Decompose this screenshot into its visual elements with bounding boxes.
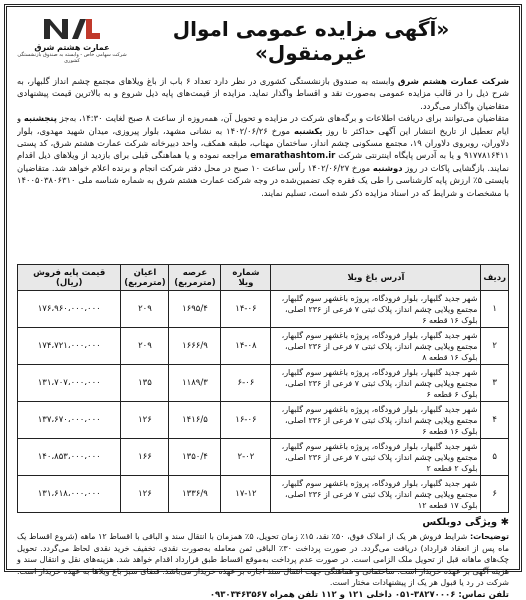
col-price: قیمت پایه فروش (ریال) [18, 265, 121, 291]
intro-paragraph-2a: متقاضیان می‌توانند برای دریافت اطلاعات و برگه‌های شرکت در مزایده و تحویل آن، همه‌روزه از ساعت ۸ صبح لغایت ۱۴:۳۰، به‌جز [56, 113, 509, 124]
row-number: ۱ [481, 291, 509, 328]
table-row [18, 439, 509, 476]
advertisement-page [4, 4, 522, 600]
intro-company-name: شرکت عمارت هشتم شرق [397, 76, 509, 86]
company-logo [17, 13, 127, 71]
land-area: ۱۶۶۶/۹ [169, 328, 221, 365]
row-number: ۴ [481, 402, 509, 439]
villa-number: ۶-۰۶ [221, 365, 271, 402]
page-title: «آگهی مزایده عمومی اموال غیرمنقول» [172, 17, 450, 65]
villa-address: شهر جدید گلبهار، بلوار فرودگاه، پروژه باغشهر سوم گلبهار، مجتمع ویلایی چشم انداز، پلاک ثبتی ۷ فرعی از ۲۳۶ اصلی، بلوک ۲ قطعه ۲ [271, 439, 481, 476]
notes [17, 531, 509, 589]
building-area: ۱۲۶ [121, 402, 169, 439]
notes-text: شرایط فروش هر یک از املاک فوق، ۵۰٪ نقد، ۱۵٪ زمان تحویل، ۵٪ همزمان با انتقال سند و الباقی با اقساط ۱۲ ماهه (شروع اقساط یک ماه پس از انعقاد قرارداد) دریافت می‌گردد. در صورت پرداخت ۳۰٪ الباقی ثمن معامله به‌صورت نقدی، تخفیف خرید نقدی لحاظ می‌گردد. تحویل چک‌های ماهانه قبل از تحویل ملک الزامی است. در صورت عدم پرداخت به‌موقع اقساط طبق قرارداد اقدام خواهد شد. هزینه‌های نقل و انتقال سند و هزینه آگهی بر عهده خریدار است. ساختمانی و هماهنگی جهت انتقال سند اجاره بر عهده خریدار می‌باشد. فضای سبز باغ ویلاها به عهده خریدار است. شرکت در رد یا قبول هر یک از پیشنهادات مختار است. [17, 532, 509, 588]
intro-text [17, 75, 509, 262]
company-subtitle: شرکت سهامی خاص - وابسته به صندوق بازنشستگی کشوری [17, 52, 127, 64]
base-price: ۱۳۱،۶۱۸،۰۰۰،۰۰۰ [18, 476, 121, 513]
villa-number: ۱۴-۰۸ [221, 328, 271, 365]
intro-day-1: پنجشنبه [23, 113, 57, 124]
villa-number: ۱۴-۰۶ [221, 291, 271, 328]
building-area: ۱۲۶ [121, 476, 169, 513]
villa-address: شهر جدید گلبهار، بلوار فرودگاه، پروژه باغشهر سوم گلبهار، مجتمع ویلایی چشم انداز، پلاک ثبتی ۷ فرعی از ۲۳۶ اصلی، بلوک ۶ قطعه ۶ [271, 365, 481, 402]
intro-paragraph-2e: مورخ ۱۴۰۲/۰۶/۲۷ رأس ساعت ۱۰ صبح در محل دفتر شرکت انجام و برنده اعلام خواهد شد. متقاضیان بایستی ۵٪ ارزش پایه کارشناسی را طی یک فقره چک تضمین‌شده در وجه شرکت عمارت هشتم شرق به شماره شناسه ملی ۱۴۰۰۵۰۳۸۰۶۳۱۰ با مشخصات و شرایط که در اسناد مزایده ذکر شده است، تسلیم نمایند. [17, 162, 509, 198]
villa-number: ۲-۰۲ [221, 439, 271, 476]
logo-mark-icon [40, 13, 104, 43]
land-area: ۱۶۹۵/۴ [169, 291, 221, 328]
row-number: ۶ [481, 476, 509, 513]
intro-paragraph-2c: مورخ ۱۴۰۲/۰۶/۲۶ به نشانی مشهد، بلوار پیروزی، میدان شهید مهدوی، بلوار دلاوران، روبروی دلاوران ۱۹، مجتمع مسکونی چشم انداز، ساختمان مهتاب، طبقه همکف، واحد دبیرخانه شرکت عمارت هشتم شرق، کد پستی ۹۱۷۷۸۱۶۴۱۱ و یا به آدرس پایگاه اینترنتی شرکت [17, 125, 509, 161]
villa-number: ۱۶-۰۶ [221, 402, 271, 439]
land-area: ۱۳۵۰/۴ [169, 439, 221, 476]
company-name: عمارت هشتم شرق [34, 43, 110, 52]
website-link[interactable]: emarathashtom.ir [250, 150, 336, 161]
col-address: آدرس باغ ویلا [271, 265, 481, 291]
col-row: ردیف [481, 265, 509, 291]
building-area: ۱۶۶ [121, 439, 169, 476]
villa-address: شهر جدید گلبهار، بلوار فرودگاه، پروژه باغشهر سوم گلبهار، مجتمع ویلایی چشم انداز، پلاک ثبتی ۷ فرعی از ۲۳۶ اصلی، بلوک ۱۶ قطعه ۸ [271, 328, 481, 365]
row-number: ۳ [481, 365, 509, 402]
col-villa-no: شماره ویلا [221, 265, 271, 291]
villa-address: شهر جدید گلبهار، بلوار فرودگاه، پروژه باغشهر سوم گلبهار، مجتمع ویلایی چشم انداز، پلاک ثبتی ۷ فرعی از ۲۳۶ اصلی، بلوک ۱۷ قطعه ۱۲ [271, 476, 481, 513]
contact-info: تلفن تماس: ۳۸۲۷۰۰۰۶-۰۵۱ داخلی ۱۲۱ و ۱۱۲ تلفن همراه ۰۹۳۰۳۴۶۳۵۶۷ [209, 589, 509, 600]
land-area: ۱۴۱۶/۵ [169, 402, 221, 439]
building-area: ۱۳۵ [121, 365, 169, 402]
villas-table [17, 264, 509, 513]
table-row [18, 402, 509, 439]
base-price: ۱۳۷،۶۷۰،۰۰۰،۰۰۰ [18, 402, 121, 439]
base-price: ۱۷۴،۷۲۱،۰۰۰،۰۰۰ [18, 328, 121, 365]
villa-number: ۱۷-۱۲ [221, 476, 271, 513]
intro-day-2: یکشنبه [293, 125, 323, 136]
intro-paragraph-2b: و ایام تعطیل از تاریخ انتشار این آگهی حداکثر تا روز [17, 113, 509, 136]
star-icon: ✱ [500, 517, 509, 528]
row-number: ۲ [481, 328, 509, 365]
table-header-row [18, 265, 509, 291]
header [17, 13, 509, 73]
base-price: ۱۷۶،۹۶۰،۰۰۰،۰۰۰ [18, 291, 121, 328]
base-price: ۱۴۰،۸۵۳،۰۰۰،۰۰۰ [18, 439, 121, 476]
col-land: عرصه (مترمربع) [169, 265, 221, 291]
table-row [18, 365, 509, 402]
land-area: ۱۱۸۹/۳ [169, 365, 221, 402]
villa-address: شهر جدید گلبهار، بلوار فرودگاه، پروژه باغشهر سوم گلبهار، مجتمع ویلایی چشم انداز، پلاک ثبتی ۷ فرعی از ۲۳۶ اصلی، بلوک ۱۶ قطعه ۶ [271, 402, 481, 439]
table-row [18, 328, 509, 365]
intro-day-3: دوشنبه [372, 162, 403, 173]
intro-paragraph-2d: مراجعه نموده و یا هماهنگی قبلی برای بازدید از ویلاهای ذیل اقدام نمایند. بازگشایی پاکات در روز [17, 150, 509, 173]
building-area: ۲۰۹ [121, 328, 169, 365]
col-building: اعیان (مترمربع) [121, 265, 169, 291]
row-number: ۵ [481, 439, 509, 476]
intro-paragraph-1: وابسته به صندوق بازنشستگی کشوری در نظر دارد تعداد ۶ باب از باغ ویلاهای مجتمع چشم انداز گلبهار، به شرح ذیل را در قالب مزایده عمومی به‌صورت نقد و اقساط واگذار نماید. مزایده از قیمت‌های پایه ذیل شروع و به بالاترین قیمت پیشنهادی متقاضیان واگذار می‌گردد. [17, 76, 509, 111]
features-title: ویژگی دوبلکس [422, 517, 498, 528]
table-row [18, 291, 509, 328]
features-heading [17, 517, 509, 528]
building-area: ۲۰۹ [121, 291, 169, 328]
base-price: ۱۳۱،۷۰۷،۰۰۰،۰۰۰ [18, 365, 121, 402]
notes-label: توضیحات: [469, 532, 510, 541]
land-area: ۱۳۳۶/۹ [169, 476, 221, 513]
table-row [18, 476, 509, 513]
villa-address: شهر جدید گلبهار، بلوار فرودگاه، پروژه باغشهر سوم گلبهار، مجتمع ویلایی چشم انداز، پلاک ثبتی ۷ فرعی از ۲۳۶ اصلی، بلوک ۱۶ قطعه ۶ [271, 291, 481, 328]
